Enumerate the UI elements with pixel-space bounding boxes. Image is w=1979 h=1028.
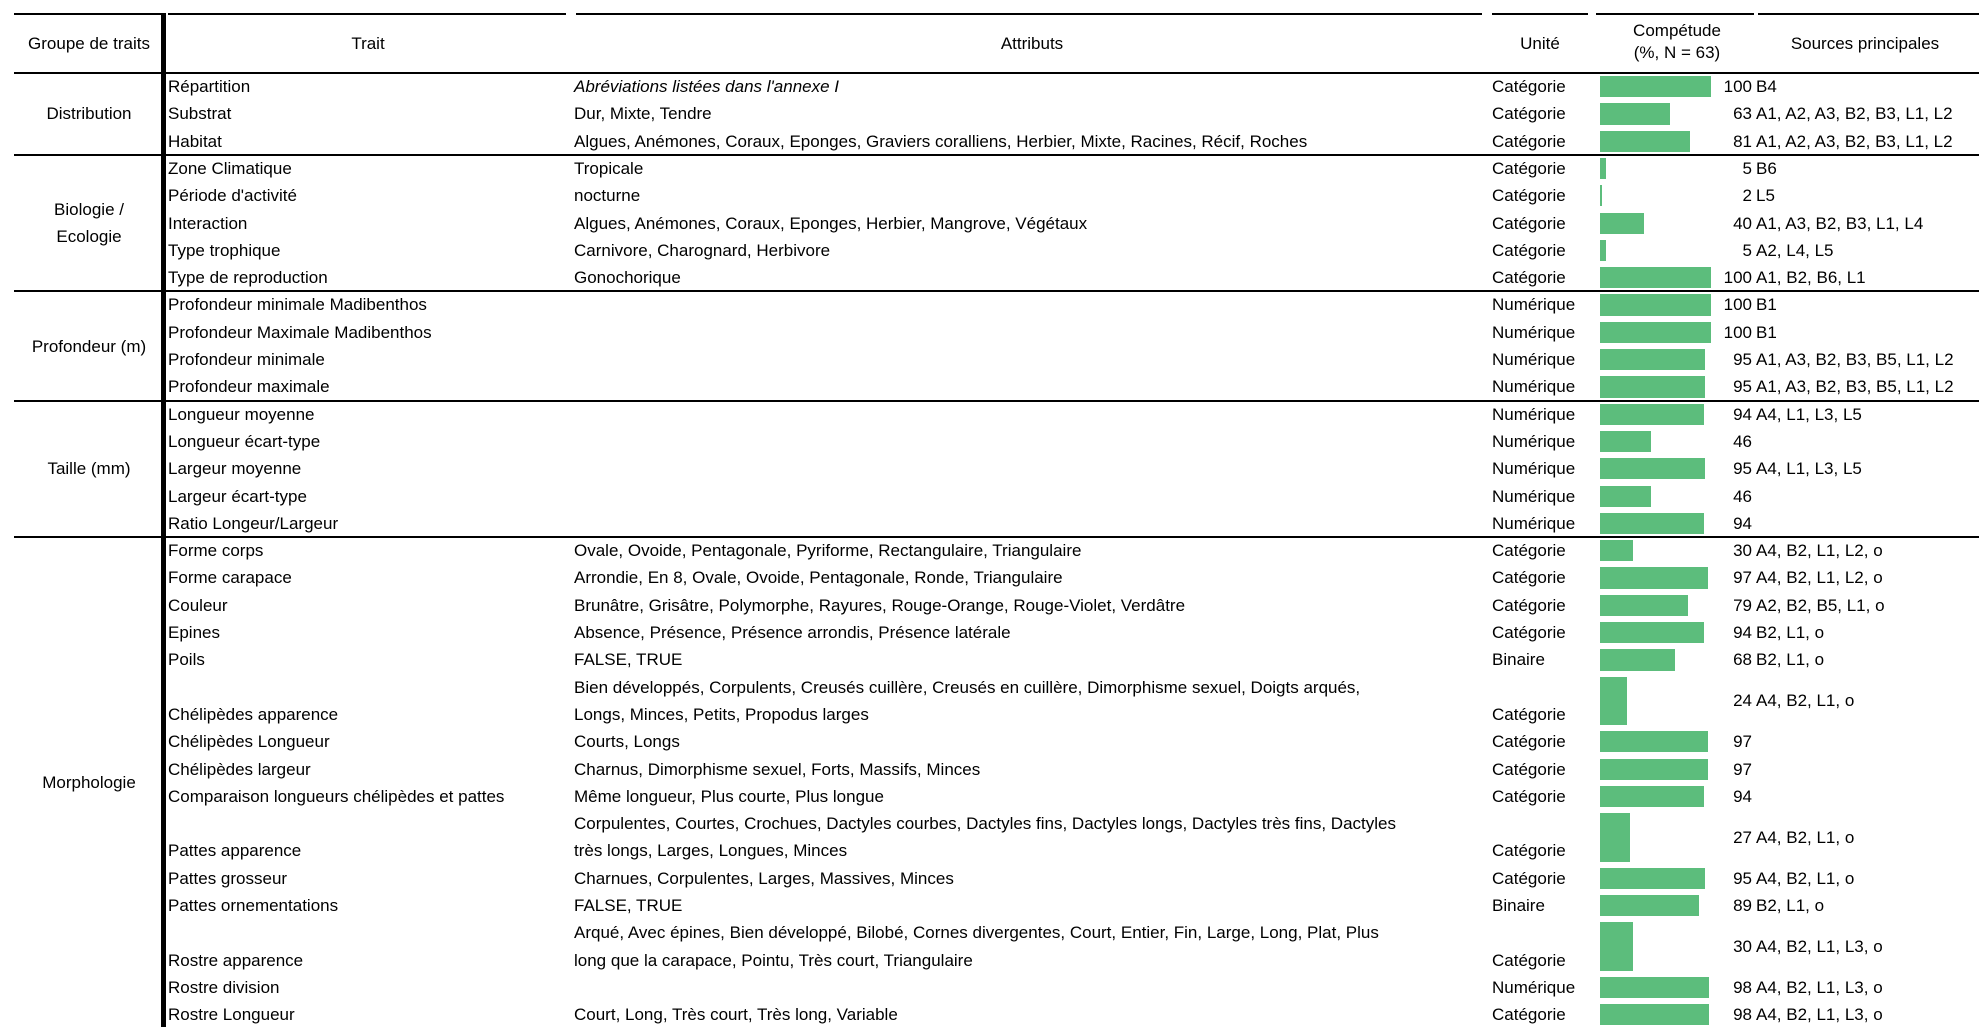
attribute-text: Carnivore, Charognard, Herbivore [574, 240, 831, 260]
attribute-text: FALSE, TRUE [574, 650, 683, 670]
completeness-value: 5 [1742, 240, 1752, 260]
trait-name: Poils [168, 650, 205, 670]
group-separator [14, 154, 1979, 156]
sources-text: A4, B2, L1, o [1756, 691, 1855, 711]
completeness-value: 79 [1733, 595, 1752, 615]
unit-label: Binaire [1492, 896, 1545, 915]
trait-name: Zone Climatique [168, 158, 292, 178]
completeness-value: 63 [1733, 104, 1752, 124]
completeness-value: 95 [1733, 868, 1752, 888]
attribute-text: Ovale, Ovoide, Pentagonale, Pyriforme, Rectangulaire, Triangulaire [574, 541, 1082, 561]
trait-name: Substrat [168, 104, 232, 124]
trait-name: Chélipèdes Longueur [168, 732, 330, 752]
completeness-bar [1600, 349, 1705, 370]
attribute-text: Arqué, Avec épines, Bien développé, Bilobé, Cornes divergentes, Court, Entier, Fin, Large, Long, Plat, Plus [574, 923, 1379, 943]
attribute-text: Courts, Longs [574, 732, 680, 752]
sources-text: B2, L1, o [1756, 650, 1825, 670]
completeness-bar [1600, 977, 1709, 998]
unit-label: Catégorie [1492, 541, 1566, 561]
completeness-bar [1600, 76, 1711, 97]
trait-name: Chélipèdes apparence [168, 704, 339, 724]
trait-name: Répartition [168, 77, 251, 96]
unit-label: Catégorie [1492, 104, 1566, 124]
group-label: Taille (mm) [47, 459, 131, 479]
trait-name: Ratio Longeur/Largeur [168, 513, 339, 533]
completeness-bar [1600, 759, 1708, 780]
unit-label: Numérique [1492, 486, 1576, 506]
completeness-bar [1600, 595, 1688, 616]
sources-text: B4 [1756, 77, 1777, 96]
completeness-value: 27 [1733, 827, 1752, 847]
unit-label: Numérique [1492, 977, 1576, 997]
attribute-text: Charnues, Corpulentes, Larges, Massives, Minces [574, 868, 954, 888]
sources-text: A1, A2, A3, B2, B3, L1, L2 [1756, 131, 1953, 151]
attribute-text: Charnus, Dimorphisme sexuel, Forts, Massifs, Minces [574, 759, 981, 779]
sources-text: A4, B2, L1, o [1756, 868, 1855, 888]
attribute-text: très longs, Larges, Longues, Minces [574, 841, 848, 861]
unit-label: Catégorie [1492, 268, 1566, 288]
trait-name: Profondeur Maximale Madibenthos [168, 322, 432, 342]
completeness-value: 97 [1733, 568, 1752, 588]
unit-label: Numérique [1492, 459, 1576, 479]
unit-label: Catégorie [1492, 240, 1566, 260]
attribute-text: Absence, Présence, Présence arrondis, Présence latérale [574, 623, 1011, 642]
attribute-text: Dur, Mixte, Tendre [574, 104, 712, 124]
attribute-text: Tropicale [574, 158, 644, 178]
header-top-rule [576, 13, 1482, 15]
header-unite: Unité [1520, 34, 1560, 53]
trait-name: Chélipèdes largeur [168, 759, 311, 779]
sources-text: A4, B2, L1, L2, o [1756, 541, 1883, 561]
trait-name: Pattes apparence [168, 841, 302, 861]
unit-label: Binaire [1492, 650, 1545, 670]
attribute-text: Abréviations listées dans l'annexe I [574, 77, 840, 96]
header-groupe: Groupe de traits [28, 34, 150, 53]
completeness-value: 97 [1733, 732, 1752, 752]
completeness-bar [1600, 922, 1633, 971]
completeness-value: 46 [1733, 431, 1752, 451]
completeness-bar [1600, 240, 1606, 261]
unit-label: Catégorie [1492, 950, 1566, 970]
trait-name: Longueur écart-type [168, 431, 321, 451]
completeness-bar [1600, 404, 1704, 425]
completeness-value: 94 [1733, 786, 1752, 806]
header-competude [1597, 20, 1757, 64]
completeness-value: 94 [1733, 623, 1752, 642]
completeness-value: 40 [1733, 213, 1752, 233]
completeness-value: 94 [1733, 404, 1752, 424]
sources-text: A1, A3, B2, B3, B5, L1, L2 [1756, 377, 1954, 397]
attribute-text: Bien développés, Corpulents, Creusés cuillère, Creusés en cuillère, Dimorphisme sexuel, Doigts arqués, [574, 677, 1361, 697]
unit-label: Numérique [1492, 513, 1576, 533]
sources-text: A2, L4, L5 [1756, 240, 1834, 260]
trait-name: Rostre division [168, 977, 280, 997]
sources-text: A1, A3, B2, B3, L1, L4 [1756, 213, 1924, 233]
attribute-text: Algues, Anémones, Coraux, Eponges, Graviers coralliens, Herbier, Mixte, Racines, Récif, Roches [574, 131, 1308, 151]
completeness-bar [1600, 731, 1708, 752]
completeness-value: 2 [1742, 186, 1752, 206]
trait-name: Pattes grosseur [168, 868, 288, 888]
trait-name: Type trophique [168, 240, 281, 260]
unit-label: Catégorie [1492, 704, 1566, 724]
unit-label: Catégorie [1492, 131, 1566, 151]
group-label: Profondeur (m) [31, 336, 147, 356]
completeness-bar [1600, 322, 1711, 343]
attribute-text: long que la carapace, Pointu, Très court, Triangulaire [574, 950, 973, 970]
sources-text: B1 [1756, 322, 1777, 342]
completeness-value: 100 [1723, 268, 1752, 288]
completeness-value: 95 [1733, 377, 1752, 397]
attribute-text: Corpulentes, Courtes, Crochues, Dactyles courbes, Dactyles fins, Dactyles longs, Dactyles très fins, Dactyles [574, 814, 1396, 834]
completeness-value: 30 [1733, 936, 1752, 956]
completeness-bar [1600, 786, 1704, 807]
completeness-value: 68 [1733, 650, 1752, 670]
trait-name: Longueur moyenne [168, 404, 315, 424]
unit-label: Catégorie [1492, 786, 1566, 806]
header-top-rule [1596, 13, 1754, 15]
attribute-text: Arrondie, En 8, Ovale, Ovoide, Pentagonale, Ronde, Triangulaire [574, 568, 1063, 588]
group-label-line: Biologie / [54, 200, 124, 220]
trait-name: Profondeur minimale [168, 350, 325, 369]
completeness-value: 95 [1733, 459, 1752, 479]
group-label [14, 196, 164, 250]
trait-name: Profondeur maximale [168, 377, 330, 397]
unit-label: Catégorie [1492, 158, 1566, 178]
completeness-bar [1600, 185, 1602, 206]
unit-label: Catégorie [1492, 732, 1566, 752]
completeness-bar [1600, 294, 1711, 315]
group-label-line: Ecologie [56, 227, 122, 247]
sources-text: A1, A3, B2, B3, B5, L1, L2 [1756, 350, 1954, 369]
completeness-bar [1600, 813, 1630, 862]
trait-name: Couleur [168, 595, 228, 615]
completeness-value: 94 [1733, 513, 1752, 533]
sources-text: B2, L1, o [1756, 896, 1825, 915]
header-top-rule [14, 13, 164, 15]
sources-text: A1, B2, B6, L1 [1756, 268, 1866, 288]
trait-name: Pattes ornementations [168, 896, 339, 915]
completeness-bar [1600, 103, 1670, 124]
completeness-value: 100 [1723, 295, 1752, 315]
trait-name: Epines [168, 623, 220, 642]
attribute-text: Gonochorique [574, 268, 681, 288]
completeness-bar [1600, 131, 1690, 152]
sources-text: A4, L1, L3, L5 [1756, 459, 1862, 479]
trait-name: Comparaison longueurs chélipèdes et pattes [168, 786, 505, 806]
unit-label: Catégorie [1492, 213, 1566, 233]
unit-label: Catégorie [1492, 759, 1566, 779]
completeness-bar [1600, 895, 1699, 916]
attribute-text: Brunâtre, Grisâtre, Polymorphe, Rayures, Rouge-Orange, Rouge-Violet, Verdâtre [574, 595, 1186, 615]
trait-name: Profondeur minimale Madibenthos [168, 295, 427, 315]
group-divider [161, 13, 166, 1027]
sources-text: B6 [1756, 158, 1777, 178]
group-label: Morphologie [42, 773, 136, 793]
sources-text: L5 [1756, 186, 1775, 206]
attribute-text: Longs, Minces, Petits, Propodus larges [574, 704, 869, 724]
completeness-value: 24 [1733, 691, 1752, 711]
completeness-bar [1600, 158, 1606, 179]
completeness-bar [1600, 486, 1651, 507]
completeness-bar [1600, 567, 1708, 588]
sources-text: B1 [1756, 295, 1777, 315]
unit-label: Catégorie [1492, 841, 1566, 861]
trait-name: Période d'activité [168, 186, 297, 206]
header-competude-line2: (%, N = 63) [1633, 43, 1721, 62]
unit-label: Numérique [1492, 295, 1576, 315]
unit-label: Numérique [1492, 350, 1576, 369]
completeness-bar [1600, 213, 1644, 234]
completeness-value: 100 [1723, 322, 1752, 342]
trait-name: Interaction [168, 213, 248, 233]
completeness-bar [1600, 868, 1705, 889]
unit-label: Catégorie [1492, 595, 1566, 615]
completeness-bar [1600, 458, 1705, 479]
header-attributs: Attributs [1000, 34, 1064, 53]
sources-text: A4, L1, L3, L5 [1756, 404, 1862, 424]
unit-label: Catégorie [1492, 186, 1566, 206]
attribute-text: Algues, Anémones, Coraux, Eponges, Herbier, Mangrove, Végétaux [574, 213, 1088, 233]
completeness-bar [1600, 376, 1705, 397]
trait-name: Type de reproduction [168, 268, 328, 288]
attribute-text: Même longueur, Plus courte, Plus longue [574, 786, 884, 806]
header-competude-line1: Compétude [1633, 21, 1721, 40]
unit-label: Numérique [1492, 377, 1576, 397]
header-top-rule [1492, 13, 1588, 15]
completeness-value: 89 [1733, 896, 1752, 915]
completeness-bar [1600, 622, 1704, 643]
trait-name: Forme corps [168, 541, 264, 561]
unit-label: Catégorie [1492, 568, 1566, 588]
sources-text: A1, A2, A3, B2, B3, L1, L2 [1756, 104, 1953, 124]
unit-label: Numérique [1492, 322, 1576, 342]
header-top-rule [1758, 13, 1979, 15]
sources-text: A4, B2, L1, L3, o [1756, 936, 1883, 956]
header-trait: Trait [351, 34, 385, 53]
unit-label: Numérique [1492, 431, 1576, 451]
completeness-bar [1600, 513, 1704, 534]
completeness-value: 81 [1733, 131, 1752, 151]
completeness-value: 98 [1733, 1005, 1752, 1025]
completeness-value: 95 [1733, 350, 1752, 369]
completeness-value: 46 [1733, 486, 1752, 506]
completeness-bar [1600, 267, 1711, 288]
unit-label: Catégorie [1492, 623, 1566, 642]
sources-text: B2, L1, o [1756, 623, 1825, 642]
header-top-rule [168, 13, 566, 15]
sources-text: A4, B2, L1, L3, o [1756, 1005, 1883, 1025]
sources-text: A4, B2, L1, L2, o [1756, 568, 1883, 588]
trait-name: Largeur moyenne [168, 459, 302, 479]
completeness-value: 98 [1733, 977, 1752, 997]
unit-label: Catégorie [1492, 868, 1566, 888]
trait-name: Rostre apparence [168, 950, 304, 970]
completeness-bar [1600, 649, 1675, 670]
header-bottom-rule [14, 72, 1979, 74]
unit-label: Catégorie [1492, 1005, 1566, 1025]
completeness-value: 5 [1742, 158, 1752, 178]
attribute-text: nocturne [574, 186, 641, 206]
group-label: Distribution [46, 104, 132, 124]
completeness-value: 97 [1733, 759, 1752, 779]
unit-label: Catégorie [1492, 77, 1566, 96]
sources-text: A4, B2, L1, o [1756, 827, 1855, 847]
sources-text: A4, B2, L1, L3, o [1756, 977, 1883, 997]
attribute-text: Court, Long, Très court, Très long, Variable [574, 1005, 898, 1025]
trait-name: Largeur écart-type [168, 486, 307, 506]
trait-name: Habitat [168, 131, 222, 151]
trait-name: Forme carapace [168, 568, 292, 588]
completeness-bar [1600, 431, 1651, 452]
completeness-value: 30 [1733, 541, 1752, 561]
trait-name: Rostre Longueur [168, 1005, 295, 1025]
header-sources: Sources principales [1790, 34, 1940, 53]
completeness-bar [1600, 540, 1633, 561]
attribute-text: FALSE, TRUE [574, 896, 683, 915]
completeness-bar [1600, 1004, 1709, 1025]
completeness-bar [1600, 677, 1627, 726]
sources-text: A2, B2, B5, L1, o [1756, 595, 1885, 615]
completeness-value: 100 [1723, 77, 1752, 96]
unit-label: Numérique [1492, 404, 1576, 424]
